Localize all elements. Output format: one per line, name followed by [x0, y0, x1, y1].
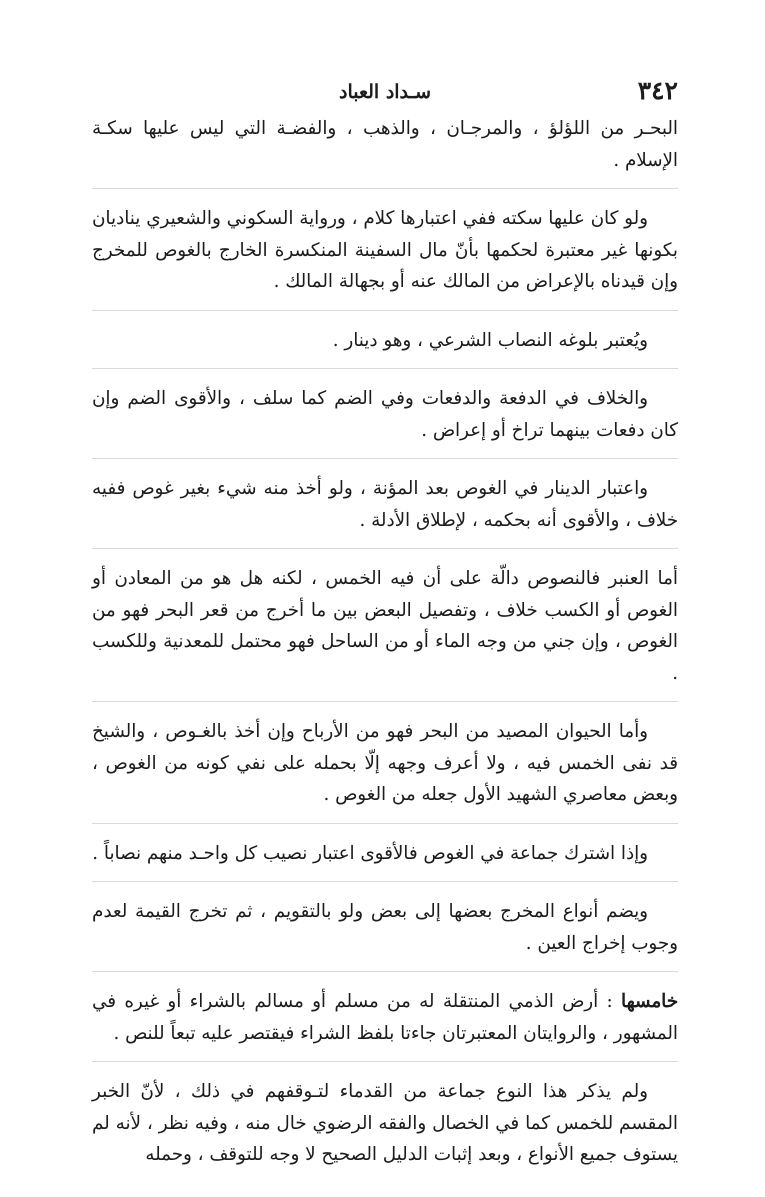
paragraph: [92, 838, 678, 883]
body-text: [92, 113, 678, 1197]
page-header: [92, 76, 678, 110]
paragraph-text: ولو كان عليها سكته ففي اعتبارها كلام ، ورواية السكوني والشعيري يناديان بكونها غير معتبرة لحكمها بأنّ مال السفينة المنكسرة الخارج بالغوص للمخرج وإن قيدناه بالإعراض من المالك عنه أو بجهالة المالك .: [92, 208, 678, 292]
paragraph-text: وأما الحيوان المصيد من البحر فهو من الأرباح وإن أخذ بالغـوص ، والشيخ قد نفى الخمس فيه ، ولا أعرف وجهه إلّا بحمله على نفي كونه من الغوص ، وبعض معاصري الشهيد الأول جعله من الغوص .: [92, 721, 678, 805]
paragraph: [92, 563, 678, 702]
paragraph: [92, 473, 678, 549]
paragraph-text: وإذا اشترك جماعة في الغوص فالأقوى اعتبار نصيب كل واحـد منهم نصاباً .: [92, 842, 648, 864]
paragraph-text: والخلاف في الدفعة والدفعات وفي الضم كما سلف ، والأقوى الضم وإن كان دفعات بينهما تراخ أو إعراض .: [92, 388, 678, 441]
paragraph: [92, 986, 678, 1062]
paragraph: [92, 113, 678, 189]
paragraph: [92, 325, 678, 370]
paragraph: [92, 1076, 678, 1183]
section-lead: خامسها: [621, 991, 678, 1012]
paragraph-text: أما العنبر فالنصوص دالّة على أن فيه الخمس ، لكنه هل هو من المعادن أو الغوص أو الكسب خلاف ، وتفصيل البعض بين ما أخرج من قعر البحر فهو من الغوص ، وإن جني من وجه الماء أو من الساحل فهو محتمل للمعدنية وللكسب .: [92, 568, 678, 684]
paragraph-text: واعتبار الدينار في الغوص بعد المؤنة ، ولو أخذ منه شيء بغير غوص ففيه خلاف ، والأقوى أنه بحكمه ، لإطلاق الأدلة .: [92, 478, 678, 531]
paragraph: [92, 203, 678, 311]
paragraph: [92, 896, 678, 972]
paragraph: [92, 716, 678, 824]
paragraph-text: ويضم أنواع المخرج بعضها إلى بعض ولو بالتقويم ، ثم تخرج القيمة لعدم وجوب إخراج العين .: [92, 901, 678, 954]
paragraph-text: : أرض الذمي المنتقلة له من مسلم أو مسالم بالشراء أو غيره في المشهور ، والروايتان المعتبرتان جاءتا بلفظ الشراء فيقتصر عليه تبعاً للنص .: [92, 991, 678, 1044]
paragraph-text: البحـر من اللؤلؤ ، والمرجـان ، والذهب ، والفضـة التي ليس عليها سكـة الإسلام .: [92, 118, 678, 171]
paragraph: [92, 383, 678, 459]
paragraph-text: ولم يذكر هذا النوع جماعة من القدماء لتـوقفهم في ذلك ، لأنّ الخبر المقسم للخمس كما في الخصال والفقه الرضوي خال منه ، وفيه نظر ، لأنه لم يستوف جميع الأنواع ، وبعد إثبات الدليل الصحيح لا وجه للتوقف ، وحمله: [92, 1081, 678, 1165]
paragraph-text: ويُعتبر بلوغه النصاب الشرعي ، وهو دينار .: [332, 329, 648, 351]
page-number: ٣٤٢: [637, 76, 678, 105]
running-title: سـداد العباد: [338, 81, 432, 103]
